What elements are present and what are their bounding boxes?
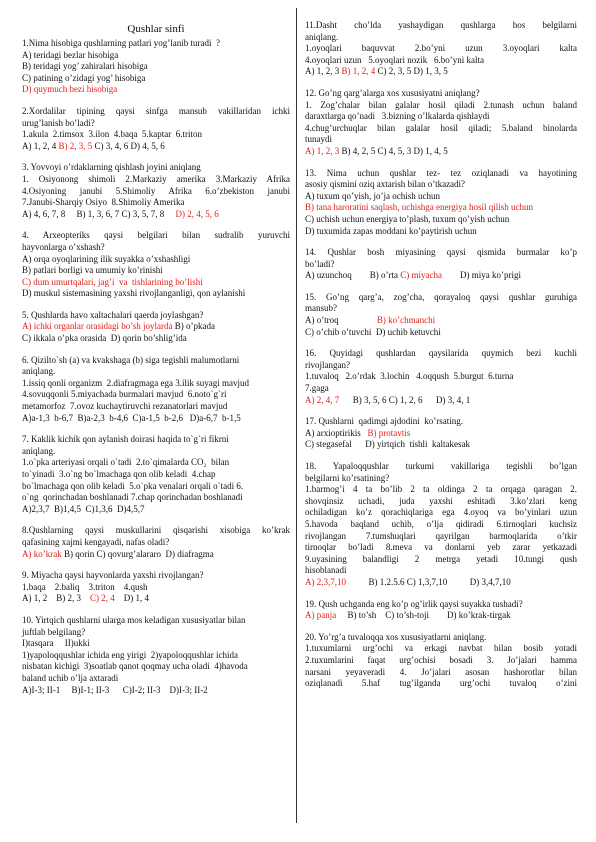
question-line — [22, 288, 290, 300]
correct-answer: A) 2,3,7,10 — [305, 576, 346, 587]
line-text: 8.Qushlarning qaysi muskullarini qisqarishi xisobiga ko’krak — [22, 525, 290, 536]
question-line — [22, 685, 290, 697]
question-line — [305, 146, 577, 158]
question-line — [22, 84, 290, 96]
question-line — [22, 413, 290, 425]
question-line — [22, 401, 290, 413]
question-line — [22, 627, 290, 639]
line-text: ochiladigan ko’z qorachiqlariga ega 4.oyoq va bo’yinlari uzun — [305, 507, 577, 518]
line-text: 5.havoda baqland uchib, o’lja qidiradi 6.tirnoqlari kuchsiz — [305, 518, 577, 529]
question-block — [305, 247, 577, 282]
line-text: 16. Quyidagi qushlardan qaysilarida quymich bezi kuchli — [305, 348, 577, 359]
line-text: bo`lmachaga qon olib keladi 5.o`pka venalari orqali o`tadi 6. — [22, 480, 244, 491]
question-line — [305, 100, 577, 112]
question-text — [305, 348, 577, 360]
question-line — [305, 439, 577, 451]
line-text: shovqinsiz uchadi, juda yaxshi eshitadi 3.ko’zlari keng — [305, 495, 577, 506]
line-text: A) o’troq — [305, 315, 377, 326]
correct-answer: D) 2, 4, 5, 6 — [175, 208, 219, 219]
line-text: 1.akula 2.timsox 3.ilon 4.baqa 5.kaptar 6.triton — [22, 129, 202, 140]
line-text: A)a-1,3 b-6,7 B)a-2,3 b-4,6 C)a-1,5 b-2,6 D)a-6,7 b-1,5 — [22, 412, 241, 423]
line-text: 1.issiq qonli organizm 2.diafragmaga ega 3.ilik suyagi mavjud — [22, 377, 250, 388]
line-text: 4.Osiyoning janubi 5.Shimoliy Afrika 6.o’zbekiston janubi — [22, 185, 290, 196]
question-line — [305, 214, 577, 226]
page-title: Qushlar sinfi — [127, 23, 185, 35]
line-text: 1.tuvaloq 2.o’rdak 3.lochin 4.oqqush 5.burgut 6.turna — [305, 371, 514, 382]
line-text: aniqlang. — [22, 366, 56, 377]
question-line — [305, 542, 577, 554]
correct-answer: C) dum umurtqalari, jag’i va tishlarining bo’lishi — [22, 276, 203, 287]
question-text — [22, 162, 290, 174]
line-text: B) patlari borligi va umumiy ko’rinishi — [22, 265, 163, 276]
line-text: B) qorin C) qovurg’alararo D) diafragma — [61, 548, 214, 559]
line-text: A) tuxum qo’yish, jo’ja ochish uchun — [305, 190, 440, 201]
line-text: 12. Go’ng qarg’alarga xos xususiyatni aniqlang? — [305, 87, 480, 98]
question-block — [22, 310, 290, 345]
line-text: 1)yapoloqqushlar ichida eng yirigi 2)yapoloqqushlar ichida — [22, 649, 238, 660]
right-questions — [305, 20, 577, 690]
question-line — [22, 277, 290, 289]
question-line — [22, 50, 290, 62]
right-column — [305, 20, 577, 700]
line-text: C) uchish uchun energiya to’plash, tuxum qo’yish uchun — [305, 213, 510, 224]
question-line — [22, 582, 290, 594]
question-line — [305, 371, 577, 383]
line-text: qafasining xajmi kengayadi, nafas oladi? — [22, 536, 170, 547]
question-text — [22, 525, 290, 537]
line-text: 9. Miyacha qaysi hayvonlarda yaxshi rivojlangan? — [22, 570, 204, 581]
question-line — [305, 226, 577, 238]
question-line — [305, 678, 577, 690]
line-text: narsani yeyaveradi 4. Jo’jalari asosan hashorotlar bilan — [305, 666, 577, 677]
question-line — [22, 593, 290, 605]
question-line — [22, 118, 290, 130]
line-text: 1. Osiyonong shimoli 2.Markaziy amerika 3.Markaziy Afrika — [22, 173, 290, 184]
question-line — [305, 315, 577, 327]
question-text — [305, 20, 577, 32]
question-line — [305, 202, 577, 214]
question-line — [22, 242, 290, 254]
question-line — [22, 129, 290, 141]
line-text: D) 1, 4 — [114, 593, 149, 604]
question-line — [22, 638, 290, 650]
line-text: A) 1, 2, 3 — [305, 66, 342, 77]
question-block — [22, 230, 290, 300]
line-text: 20. Yo’rg’a tuvaloqqa xos xususiyatlarni aniqlang. — [305, 631, 487, 642]
question-line — [22, 457, 290, 469]
line-text: A) orqa oyoqlarining ilik suyakka o’xshashligi — [22, 253, 191, 264]
correct-answer: B) protavtis — [367, 427, 411, 438]
line-text: A) 4, 6, 7, 8 B) 1, 3, 6, 7 C) 3, 5, 7, 8 — [22, 208, 176, 219]
question-block — [305, 416, 577, 451]
question-line — [305, 259, 577, 271]
question-line — [305, 554, 577, 566]
line-text: A) teridagi bezlar hisobiga — [22, 49, 119, 60]
question-line — [305, 32, 577, 44]
correct-answer: B) tana haroratini saqlash, uchishga energiya hosil qilish uchun — [305, 202, 534, 213]
line-text: rivojlangan 7.tumshuqlari qayrilgan barmoqlarida o’tkir — [305, 530, 577, 541]
line-text: 1.barmog’i 4 ta bo’lib 2 ta oldinga 2 ta orqaga qaragan 2. — [305, 484, 577, 495]
line-text: C) patining o’zidagi yog’ hisobiga — [22, 72, 146, 83]
line-text: 19. Qush uchganda eng ko’p og’irlik qaysi suyakka tushadi? — [305, 598, 523, 609]
question-line — [305, 484, 577, 496]
question-line — [305, 191, 577, 203]
question-block — [305, 461, 577, 589]
line-text: A)2,3,7 B)1,4,5 C)1,3,6 D)4,5,7 — [22, 503, 145, 514]
question-line — [305, 473, 577, 485]
correct-answer: A) ichki organlar orasidagi bo’sh joylarda — [22, 321, 173, 332]
question-line — [22, 492, 290, 504]
line-text: 5. Qushlarda havo xaltachalari qaerda joylashgan? — [22, 309, 204, 320]
line-text: 13. Nima uchun qushlar tez- tez oziqlanadi va hayotining — [305, 167, 577, 178]
line-text: 4.chug’urchuqlar bilan galalar hosil qiladi; 5.baland binolarda — [305, 122, 577, 133]
question-line — [305, 270, 577, 282]
left-questions — [22, 38, 290, 696]
question-text — [22, 310, 290, 322]
correct-answer: C) miyacha — [400, 270, 442, 281]
line-text: 4.sovuqqonli 5.miyachada burmalari mavjud 6.noto`g`ri — [22, 389, 227, 400]
correct-answer: B) 1, 2, 4 — [341, 66, 376, 77]
question-text — [305, 168, 577, 180]
question-text — [22, 230, 290, 242]
question-block — [22, 615, 290, 696]
question-line — [305, 531, 577, 543]
question-line — [305, 383, 577, 395]
question-line — [22, 481, 290, 493]
question-line — [305, 303, 577, 315]
question-line — [22, 504, 290, 516]
question-block — [305, 599, 577, 622]
line-text: hisoblanadi — [305, 565, 347, 576]
line-text: 17. Qushlarni qadimgi ajdodini ko’rsating. — [305, 416, 463, 427]
question-text — [22, 106, 290, 118]
question-line — [22, 61, 290, 73]
question-line — [305, 66, 577, 78]
question-text — [22, 38, 290, 50]
question-line — [22, 73, 290, 85]
line-text: hayvonlarga o’xshash? — [22, 241, 105, 252]
line-text: A) 1, 2 B) 2, 3 — [22, 593, 90, 604]
line-text: B) to’sh C) to’sh-toji D) ko’krak-tirgak — [336, 610, 511, 621]
line-text: 2.tuxumlarini faqat urg’ochisi bosadi 3. Jo’jalari hamma — [305, 654, 577, 665]
question-text — [22, 434, 290, 446]
line-text: D) tuxumida zapas moddani ko’paytirish uchun — [305, 225, 477, 236]
question-line — [22, 469, 290, 481]
line-text: metamorfoz 7.ovoz kuchaytiruvchi rezanatorlari mavjud — [22, 401, 228, 412]
question-line — [305, 577, 577, 589]
question-text — [22, 355, 290, 367]
line-text: B) 3, 5, 6 C) 1, 2, 6 D) 3, 4, 1 — [339, 394, 471, 405]
line-text: C) ikkala o’pka orasida D) qorin bo’shlig’ida — [22, 333, 187, 344]
correct-answer: C) 2, 4 — [90, 593, 115, 604]
question-line — [22, 549, 290, 561]
line-text: 1.tuxumlarni urg’ochi va erkagi navbat bilan bosib yotadi — [305, 643, 577, 654]
question-line — [305, 507, 577, 519]
line-text: D) miya ko’prigi — [441, 270, 521, 281]
line-text: asosiy qismini oziq axtarish bilan o’tkazadi? — [305, 179, 466, 190]
question-line — [305, 496, 577, 508]
question-text — [305, 247, 577, 259]
question-line — [305, 610, 577, 622]
line-text: C) o’chib o’tuvchi D) uchib ketuvchi — [305, 326, 441, 337]
question-line — [305, 655, 577, 667]
question-line — [22, 174, 290, 186]
line-text: oziqlanadi 5.haf tug’ilganda urg’ochi tuvaloq o’zini — [305, 678, 577, 689]
question-line — [22, 446, 290, 458]
question-line — [305, 179, 577, 191]
question-line — [22, 650, 290, 662]
question-line — [22, 254, 290, 266]
question-block — [305, 348, 577, 406]
question-line — [305, 395, 577, 407]
question-line — [22, 673, 290, 685]
line-text: nisbatan kichigi 3)soatlab qanot qoqmay ucha oladi 4)havoda — [22, 661, 248, 672]
question-block — [305, 292, 577, 338]
question-line — [305, 565, 577, 577]
line-text: bo’ladi? — [305, 258, 335, 269]
question-text — [305, 88, 577, 100]
line-text: 10. Yirtqich qushlarni ularga mos keladigan xususiyatlar bilan — [22, 614, 246, 625]
question-line — [305, 55, 577, 67]
line-text: 18. Yapaloqqushlar turkumi vakillariga tegishli bo’lgan — [305, 461, 577, 471]
question-line — [22, 209, 290, 221]
line-text: urug’lanish bo’ladi? — [22, 117, 95, 128]
line-text: B) teridagi yog’ zahiralari hisobiga — [22, 61, 148, 72]
question-line — [22, 366, 290, 378]
question-line — [22, 265, 290, 277]
question-line — [22, 197, 290, 209]
question-line — [305, 667, 577, 679]
line-text: 11.Dasht cho’lda yashaydigan qushlarga hos belgilarni — [305, 20, 577, 30]
line-text: daraxtlarga qo’nadi 3.bizning o’lkalarda qishlaydi — [305, 111, 490, 122]
line-text: A)I-3; II-1 B)I-1; II-3 C)I-2; II-3 D)I-3; II-2 — [22, 684, 208, 695]
question-block — [22, 434, 290, 515]
line-text: 14. Qushlar bosh miyasining qaysi qismida burmalar ko’p — [305, 247, 577, 258]
line-text: 7.Janubi-Sharqiy Osiyo 8.Shimoliy Amerika — [22, 197, 185, 208]
question-text — [305, 292, 577, 304]
line-text: C) 3, 4, 6 D) 4, 5, 6 — [92, 140, 165, 151]
question-line — [305, 360, 577, 372]
line-text: B) o’pkada — [172, 321, 216, 332]
line-text: aniqlang. — [22, 445, 56, 456]
question-block — [22, 570, 290, 605]
question-line — [305, 428, 577, 440]
question-line — [22, 321, 290, 333]
question-line — [22, 389, 290, 401]
line-text: 4.oyoqlari uzun 5.oyoqlari nozik 6.bo’yni kalta — [305, 54, 484, 65]
line-text: 2.Xordalilar tipining qaysi sinfga mansub vakillaridan ichki — [22, 105, 290, 116]
question-block — [22, 106, 290, 152]
question-line — [305, 111, 577, 123]
question-block — [22, 525, 290, 560]
question-line — [305, 519, 577, 531]
question-text — [305, 416, 577, 428]
question-line — [305, 43, 577, 55]
line-text: 1.o`pka arteriyasi orqali o`tadi 2.to`qimalarda CO₂ bilan — [22, 457, 230, 468]
question-block — [305, 88, 577, 158]
question-block — [22, 355, 290, 425]
line-text: aniqlang. — [305, 31, 339, 42]
line-text: 1. Zog’chalar bilan galalar hosil qiladi 2.tunash uchun baland — [305, 99, 577, 110]
question-line — [22, 141, 290, 153]
correct-answer: A) panja — [305, 610, 337, 621]
column-divider — [296, 8, 297, 823]
question-text — [22, 570, 290, 582]
line-text: 1.oyoqlari baquvvat 2.bo’yni uzun 3.oyoqlari kalta — [305, 43, 577, 54]
line-text: A) 1, 2, 4 — [22, 140, 59, 151]
question-line — [305, 643, 577, 655]
line-text: rivojlangan? — [305, 359, 350, 370]
line-text: A) arxioptirikis — [305, 427, 368, 438]
question-text — [305, 599, 577, 611]
line-text: tunaydi — [305, 134, 332, 145]
line-text: juftlab belgilang? — [22, 626, 86, 637]
question-text — [305, 632, 577, 644]
line-text: 7. Kaklik kichik qon aylanish doirasi haqida to`g`ri fikrni — [22, 434, 229, 445]
question-line — [22, 333, 290, 345]
line-text: A) uzunchoq B) o’rta — [305, 270, 401, 281]
line-text: 1.baqa 2.baliq 3.triton 4.qush — [22, 581, 148, 592]
line-text: I)tasqara II)ukki — [22, 638, 90, 649]
line-text: 9.uyasining balandligi 2 metrga yetadi 10.tungi qush — [305, 553, 577, 564]
correct-answer: B) 2, 3, 5 — [58, 140, 93, 151]
line-text: mansub? — [305, 303, 337, 314]
line-text: B) 4, 2, 5 C) 4, 5, 3 D) 1, 4, 5 — [339, 145, 448, 156]
question-line — [22, 537, 290, 549]
question-line — [305, 123, 577, 135]
correct-answer: D) quymuch bezi hisobiga — [22, 84, 118, 95]
line-text: D) muskul sistemasining yaxshi rivojlanganligi, qon aylanishi — [22, 288, 246, 299]
question-line — [22, 378, 290, 390]
line-text: baland uchib o’lja axtaradi — [22, 672, 119, 683]
line-text: C) 2, 3, 5 D) 1, 3, 5 — [375, 66, 448, 77]
line-text: 1.Nima hisobiga qushlarning patlari yog’lanib turadi ? — [22, 38, 220, 48]
line-text: 7.gaga — [305, 383, 329, 394]
line-text: 4. Arxeopteriks qaysi belgilari bilan sudralib yuruvchi — [22, 230, 290, 241]
line-text: belgilarni ko’rsatining? — [305, 472, 390, 483]
question-block — [305, 632, 577, 690]
line-text: tirnoqlar bo’ladi 8.meva va donlarni yeb zarar yetkazadi — [305, 542, 577, 553]
question-block — [305, 168, 577, 238]
line-text: 6. Qizilto`sh (a) va kvakshaga (b) siga tegishli malumotlarni — [22, 354, 240, 365]
correct-answer: A) 1, 2, 3 — [305, 145, 340, 156]
line-text: 3. Yovvoyi o’rdaklarning qishlash joyini aniqlang — [22, 162, 201, 173]
correct-answer: A) 2, 4, 7 — [305, 394, 340, 405]
correct-answer: B) ko’chmanchi — [376, 315, 436, 326]
left-column — [22, 20, 290, 706]
question-block — [305, 20, 577, 78]
line-text: to`yinadi 3.o`ng bo`lmachaga qon olib keladi 4.chap — [22, 469, 216, 479]
question-text — [305, 461, 577, 473]
question-line — [22, 186, 290, 198]
question-line — [22, 661, 290, 673]
line-text: C) stegasefal D) yirtqich tishli kaltakesak — [305, 439, 470, 450]
line-text: B) 1.2.5.6 C) 1,3,7,10 D) 3,4,7,10 — [346, 576, 511, 587]
question-line — [305, 134, 577, 146]
line-text: o`ng qorinchadan boshlanadi 7.chap qorinchadan boshlanadi — [22, 492, 243, 503]
question-block — [22, 38, 290, 96]
correct-answer: A) ko’krak — [22, 548, 62, 559]
line-text: 15. Go’ng qarg’a, zog’cha, qorayaloq qaysi qushlar guruhiga — [305, 291, 577, 302]
question-line — [305, 327, 577, 339]
question-text — [22, 615, 290, 627]
question-block — [22, 162, 290, 220]
